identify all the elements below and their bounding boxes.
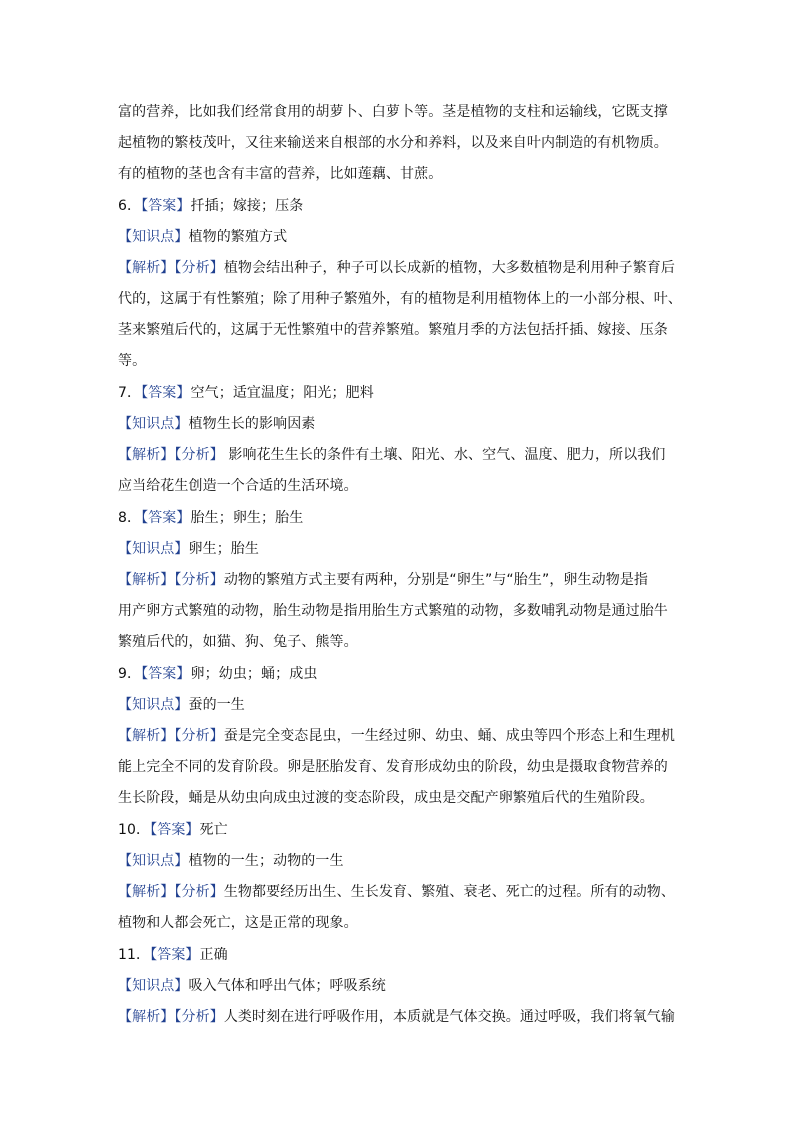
knowledge-tag: 【知识点】 <box>118 541 189 557</box>
analysis-line <box>118 445 678 465</box>
knowledge-line <box>118 414 678 434</box>
analysis-line: 繁殖后代的，如猫、狗、兔子、熊等。 <box>118 634 358 650</box>
knowledge-tag: 【知识点】 <box>118 853 189 869</box>
knowledge-text: 植物的繁殖方式 <box>188 229 288 245</box>
intro-line: 有的植物的茎也含有丰富的营养，比如莲藕、甘蔗。 <box>118 166 443 182</box>
knowledge-tag: 【知识点】 <box>118 697 189 713</box>
question-number: 7． <box>118 385 142 401</box>
answer-text: 卵；幼虫；蛹；成虫 <box>190 666 318 682</box>
analysis-tag: 【解析】 <box>118 260 175 276</box>
intro-line: 富的营养，比如我们经常食用的胡萝卜、白萝卜等。茎是植物的支柱和运输线，它既支撑 <box>118 104 668 120</box>
knowledge-line <box>118 851 678 871</box>
analysis-text: 人类时刻在进行呼吸作用，本质就是气体交换。通过呼吸，我们将氧气输 <box>223 1009 676 1025</box>
fenxi-tag: 【分析】 <box>174 447 224 463</box>
analysis-line: 茎来繁殖后代的，这属于无性繁殖中的营养繁殖。繁殖月季的方法包括扦插、嫁接、压条 <box>118 322 668 338</box>
knowledge-tag: 【知识点】 <box>118 229 189 245</box>
knowledge-line <box>118 695 678 715</box>
analysis-line: 生长阶段，蛹是从幼虫向成虫过渡的变态阶段，成虫是交配产卵繁殖后代的生殖阶段。 <box>118 790 654 806</box>
knowledge-text: 卵生；胎生 <box>188 541 259 557</box>
analysis-line <box>118 1007 678 1027</box>
analysis-line <box>118 258 678 278</box>
analysis-line <box>118 570 678 590</box>
analysis-line: 能上完全不同的发育阶段。卵是胚胎发育、发育形成幼虫的阶段，幼虫是摄取食物营养的 <box>118 759 668 775</box>
question-number: 8． <box>118 510 142 526</box>
analysis-text: 动物的繁殖方式主要有两种，分别是“卵生”与“胎生”，卵生动物是指 <box>223 572 649 588</box>
fenxi-tag: 【分析】 <box>174 572 224 588</box>
question-number: 10． <box>118 822 151 838</box>
answer-tag: 【答案】 <box>141 510 191 526</box>
analysis-tag: 【解析】 <box>118 884 175 900</box>
analysis-line: 代的，这属于有性繁殖；除了用种子繁殖外，有的植物是利用植物体上的一小部分根、叶、 <box>118 291 682 307</box>
knowledge-line <box>118 539 678 559</box>
fenxi-tag: 【分析】 <box>174 728 224 744</box>
analysis-text: 蚕是完全变态昆虫，一生经过卵、幼虫、蛹、成虫等四个形态上和生理机 <box>223 728 676 744</box>
knowledge-text: 植物生长的影响因素 <box>188 416 316 432</box>
analysis-line: 应当给花生创造一个合适的生活环境。 <box>118 478 358 494</box>
knowledge-line <box>118 227 678 247</box>
question-number: 9． <box>118 666 142 682</box>
answer-text: 空气；适宜温度；阳光；肥料 <box>190 385 374 401</box>
answer-line <box>118 196 678 216</box>
knowledge-text: 吸入气体和呼出气体；呼吸系统 <box>188 978 386 994</box>
analysis-tag: 【解析】 <box>118 1009 175 1025</box>
knowledge-tag: 【知识点】 <box>118 978 189 994</box>
knowledge-text: 蚕的一生 <box>188 697 245 713</box>
analysis-line: 植物和人都会死亡，这是正常的现象。 <box>118 915 358 931</box>
fenxi-tag: 【分析】 <box>174 884 224 900</box>
answer-line <box>118 820 678 840</box>
answer-tag: 【答案】 <box>150 947 200 963</box>
answer-line <box>118 945 678 965</box>
analysis-tag: 【解析】 <box>118 728 175 744</box>
answer-tag: 【答案】 <box>150 822 200 838</box>
fenxi-tag: 【分析】 <box>174 1009 224 1025</box>
answer-tag: 【答案】 <box>141 198 191 214</box>
answer-text: 正确 <box>199 947 228 963</box>
knowledge-text: 植物的一生；动物的一生 <box>188 853 344 869</box>
knowledge-tag: 【知识点】 <box>118 416 189 432</box>
question-number: 6． <box>118 198 142 214</box>
answer-text: 胎生；卵生；胎生 <box>190 510 304 526</box>
answer-line <box>118 664 678 684</box>
fenxi-tag: 【分析】 <box>174 260 224 276</box>
analysis-line: 等。 <box>118 353 147 369</box>
answer-tag: 【答案】 <box>141 666 191 682</box>
analysis-tag: 【解析】 <box>118 447 175 463</box>
answer-text: 扦插；嫁接；压条 <box>190 198 304 214</box>
answer-tag: 【答案】 <box>141 385 191 401</box>
answer-line <box>118 508 678 528</box>
analysis-line <box>118 882 678 902</box>
analysis-text: 生物都要经历出生、生长发育、繁殖、衰老、死亡的过程。所有的动物、 <box>223 884 676 900</box>
analysis-tag: 【解析】 <box>118 572 175 588</box>
analysis-text: 植物会结出种子，种子可以长成新的植物，大多数植物是利用种子繁育后 <box>223 260 676 276</box>
answer-text: 死亡 <box>199 822 228 838</box>
knowledge-line <box>118 976 678 996</box>
analysis-line: 用产卵方式繁殖的动物，胎生动物是指用胎生方式繁殖的动物，多数哺乳动物是通过胎牛 <box>118 603 668 619</box>
answer-line <box>118 383 678 403</box>
analysis-line <box>118 726 678 746</box>
intro-line: 起植物的繁枝茂叶，又往来输送来自根部的水分和养料，以及来自叶内制造的有机物质。 <box>118 135 668 151</box>
analysis-text: 影响花生生长的条件有土壤、阳光、水、空气、温度、肥力，所以我们 <box>223 447 666 463</box>
question-number: 11． <box>118 947 151 963</box>
